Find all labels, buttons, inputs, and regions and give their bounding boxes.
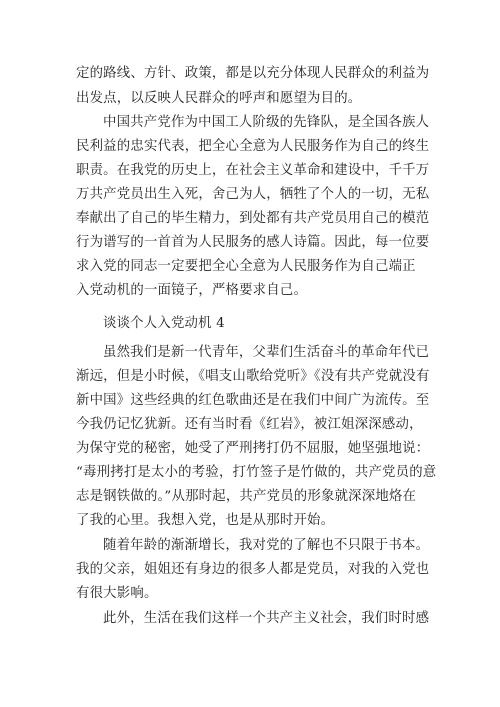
text-line: 为保守党的秘密，她受了严刑拷打仍不屈服，她坚强地说： bbox=[76, 441, 430, 456]
text-line: 虽然我们是新一代青年，父辈们生活奋斗的革命年代已 bbox=[103, 345, 430, 360]
text-line: 万共产党员出生入死，舍己为人，牺牲了个人的一切，无私 bbox=[76, 187, 430, 202]
text-line: 此外，生活在我们这样一个共产主义社会，我们时时感 bbox=[103, 611, 430, 626]
text-line: 入党动机的一面镜子，严格要求自己。 bbox=[76, 283, 308, 298]
text-line: 奉献出了自己的毕生精力，到处都有共产党员用自己的模范 bbox=[76, 211, 430, 226]
text-line: 了我的心里。我想入党，也是从那时开始。 bbox=[76, 513, 335, 528]
text-line: 出发点，以反映人民群众的呼声和愿望为目的。 bbox=[76, 91, 362, 106]
text-line: 求入党的同志一定要把全心全意为人民服务作为自己端正 bbox=[76, 259, 416, 274]
text-line: 随着年龄的渐渐增长，我对党的了解也不只限于书本。 bbox=[103, 538, 430, 553]
text-line: 有很大影响。 bbox=[76, 586, 158, 601]
text-line: “毒刑拷打是太小的考验，打竹签子是竹做的，共产党员的意 bbox=[76, 465, 436, 480]
text-line: 今我仍记忆犹新。还有当时看《红岩》，被江姐深深感动， bbox=[76, 417, 423, 432]
text-line: 渐远，但是小时候，《唱支山歌给党听》《没有共产党就没有 bbox=[76, 369, 430, 384]
text-line: 新中国》这些经典的红色歌曲还是在我们中间广为流传。至 bbox=[76, 393, 430, 408]
section-heading: 谈谈个人入党动机 4 bbox=[103, 316, 225, 331]
text-line: 中国共产党作为中国工人阶级的先锋队，是全国各族人 bbox=[103, 115, 430, 130]
text-line: 行为谱写的一首首为人民服务的感人诗篇。因此，每一位要 bbox=[76, 235, 430, 250]
text-line: 志是钢铁做的。”从那时起，共产党员的形象就深深地烙在 bbox=[76, 489, 417, 504]
text-line: 职责。在我党的历史上，在社会主义革命和建设中，千千万 bbox=[76, 163, 430, 178]
text-line: 民利益的忠实代表，把全心全意为人民服务作为自己的终生 bbox=[76, 139, 430, 154]
text-line: 定的路线、方针、政策，都是以充分体现人民群众的利益为 bbox=[76, 66, 430, 81]
text-line: 我的父亲，姐姐还有身边的很多人都是党员，对我的入党也 bbox=[76, 562, 430, 577]
